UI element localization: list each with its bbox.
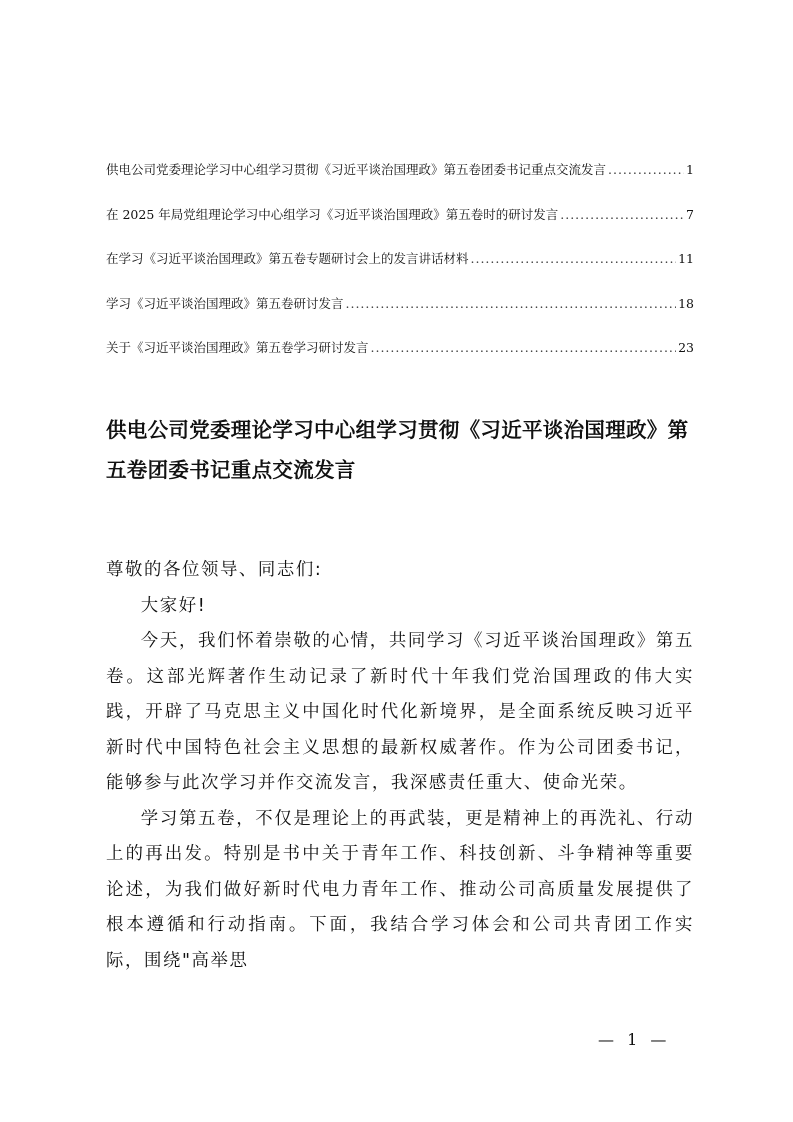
toc-entry[interactable] (106, 205, 694, 227)
greeting: 大家好! (140, 595, 207, 616)
toc-leader-dots (560, 207, 684, 222)
toc-entry-page: 1 (686, 162, 694, 177)
toc-entry-page: 18 (678, 295, 694, 311)
toc-entry-title: 供电公司党委理论学习中心组学习贯彻《习近平谈治国理政》第五卷团委书记重点交流发言 (106, 162, 607, 177)
toc-entry-title: 学习《习近平谈治国理政》第五卷研讨发言 (106, 295, 344, 311)
toc-entry[interactable] (106, 249, 694, 271)
body-paragraph: 学习第五卷，不仅是理论上的再武装，更是精神上的再洗礼、行动上的再出发。特别是书中关于青年工作、科技创新、斗争精神等重要论述，为我们做好新时代电力青年工作、推动公司高质量发展提供了根本遵循和行动指南。下面，我结合学习体会和公司共青团工作实际，围绕"高举思 (106, 808, 694, 971)
toc-entry-title: 关于《习近平谈治国理政》第五卷学习研讨发言 (106, 340, 369, 355)
toc-entry-page: 7 (686, 206, 694, 222)
toc-leader-dots (608, 162, 684, 177)
toc-leader-dots (471, 251, 677, 266)
document-title-line-2: 五卷团委书记重点交流发言 (106, 458, 356, 482)
toc-entry[interactable] (106, 294, 694, 316)
document-title-line-1: 供电公司党委理论学习中心组学习贯彻《习近平谈治国理政》第 (106, 418, 689, 442)
toc-entry[interactable] (106, 160, 694, 182)
toc-entry-page: 11 (678, 251, 694, 266)
table-of-contents (106, 160, 694, 383)
document-body (106, 553, 694, 979)
salutation: 尊敬的各位领导、同志们: (106, 560, 323, 580)
toc-entry-title: 在 2025 年局党组理论学习中心组学习《习近平谈治国理政》第五卷时的研讨发言 (106, 206, 559, 222)
toc-entry-page: 23 (678, 340, 694, 355)
document-title (106, 410, 696, 490)
body-paragraph: 今天，我们怀着崇敬的心情，共同学习《习近平谈治国理政》第五卷。这部光辉著作生动记录了新时代十年我们党治国理政的伟大实践，开辟了马克思主义中国化时代化新境界，是全面系统反映习近平新时代中国特色社会主义思想的最新权威著作。作为公司团委书记，能够参与此次学习并作交流发言，我深感责任重大、使命光荣。 (106, 631, 694, 793)
toc-entry-title: 在学习《习近平谈治国理政》第五卷专题研讨会上的发言讲话材料 (106, 251, 469, 266)
toc-leader-dots (371, 340, 677, 355)
toc-leader-dots (346, 296, 677, 311)
toc-entry[interactable] (106, 338, 694, 360)
page-number: — 1 — (598, 1030, 671, 1049)
